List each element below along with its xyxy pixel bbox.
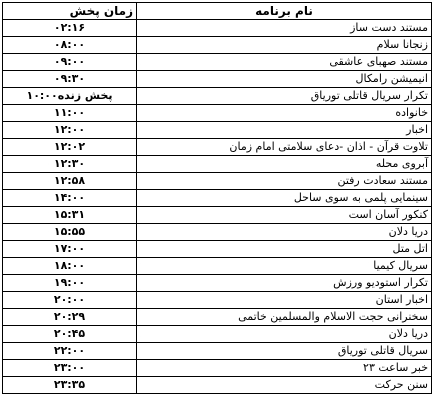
air-time-cell: ۲۰:۲۹ [3, 309, 137, 326]
table-row [3, 241, 432, 258]
table-row [3, 207, 432, 224]
program-name-cell: اتل متل [137, 241, 432, 258]
table-row [3, 258, 432, 275]
air-time-cell: ۱۲:۰۰ [3, 122, 137, 139]
table-row [3, 360, 432, 377]
table-row [3, 139, 432, 156]
program-name-cell: تلاوت قرآن - اذان -دعای سلامتی امام زمان [137, 139, 432, 156]
air-time-cell: ۱۰:۰۰پخش زنده [3, 88, 137, 105]
air-time-cell: ۱۸:۰۰ [3, 258, 137, 275]
air-time-cell: ۱۴:۰۰ [3, 190, 137, 207]
air-time-cell: ۰۲:۱۶ [3, 20, 137, 37]
table-row [3, 156, 432, 173]
program-name-cell: اخبار [137, 122, 432, 139]
program-name-header: نام برنامه [137, 3, 432, 20]
program-name-cell: خبر ساعت ۲۳ [137, 360, 432, 377]
air-time-cell: ۲۰:۰۰ [3, 292, 137, 309]
program-name-cell: خانواده [137, 105, 432, 122]
table-row [3, 190, 432, 207]
table-row [3, 71, 432, 88]
program-name-cell: سریال کیمیا [137, 258, 432, 275]
program-name-cell: کنکور آسان است [137, 207, 432, 224]
table-row [3, 20, 432, 37]
header-row [3, 3, 432, 20]
air-time-cell: ۲۳:۰۰ [3, 360, 137, 377]
air-time-cell: ۰۹:۳۰ [3, 71, 137, 88]
program-name-cell: سینمایی پلمی به سوی ساحل [137, 190, 432, 207]
program-name-cell: آبروی محله [137, 156, 432, 173]
program-name-cell: سخنرانی حجت الاسلام والمسلمین خاتمی [137, 309, 432, 326]
air-time-cell: ۲۰:۴۵ [3, 326, 137, 343]
air-time-cell: ۱۲:۵۸ [3, 173, 137, 190]
table-row [3, 377, 432, 394]
air-time-cell: ۱۵:۵۵ [3, 224, 137, 241]
program-name-cell: سریال قاتلی توریاق [137, 343, 432, 360]
table-row [3, 343, 432, 360]
program-name-cell: زنجانا سلام [137, 37, 432, 54]
air-time-cell: ۰۸:۰۰ [3, 37, 137, 54]
table-row [3, 37, 432, 54]
schedule-body [3, 20, 432, 394]
program-name-cell: تکرار سریال قاتلی توریاق [137, 88, 432, 105]
air-time-cell: ۲۲:۰۰ [3, 343, 137, 360]
table-row [3, 309, 432, 326]
program-name-cell: دریا دلان [137, 224, 432, 241]
program-name-cell: مستند صهبای عاشقی [137, 54, 432, 71]
air-time-cell: ۱۵:۳۱ [3, 207, 137, 224]
table-row [3, 105, 432, 122]
table-row [3, 173, 432, 190]
table-row [3, 88, 432, 105]
table-row [3, 326, 432, 343]
program-name-cell: مستند سعادت رفتن [137, 173, 432, 190]
table-row [3, 122, 432, 139]
table-row [3, 54, 432, 71]
air-time-header: زمان پخش [3, 3, 137, 20]
air-time-cell: ۱۲:۳۰ [3, 156, 137, 173]
air-time-cell: ۱۷:۰۰ [3, 241, 137, 258]
table-row [3, 224, 432, 241]
schedule-table [2, 2, 432, 394]
air-time-cell: ۱۱:۰۰ [3, 105, 137, 122]
air-time-cell: ۰۹:۰۰ [3, 54, 137, 71]
air-time-cell: ۱۹:۰۰ [3, 275, 137, 292]
table-row [3, 292, 432, 309]
air-time-cell: ۱۲:۰۲ [3, 139, 137, 156]
program-name-cell: تکرار استودیو ورزش [137, 275, 432, 292]
program-name-cell: سنن حرکت [137, 377, 432, 394]
program-name-cell: اخبار استان [137, 292, 432, 309]
program-name-cell: مستند دست ساز [137, 20, 432, 37]
table-row [3, 275, 432, 292]
program-name-cell: دریا دلان [137, 326, 432, 343]
air-time-cell: ۲۳:۳۵ [3, 377, 137, 394]
program-name-cell: انیمیشن رامکال [137, 71, 432, 88]
